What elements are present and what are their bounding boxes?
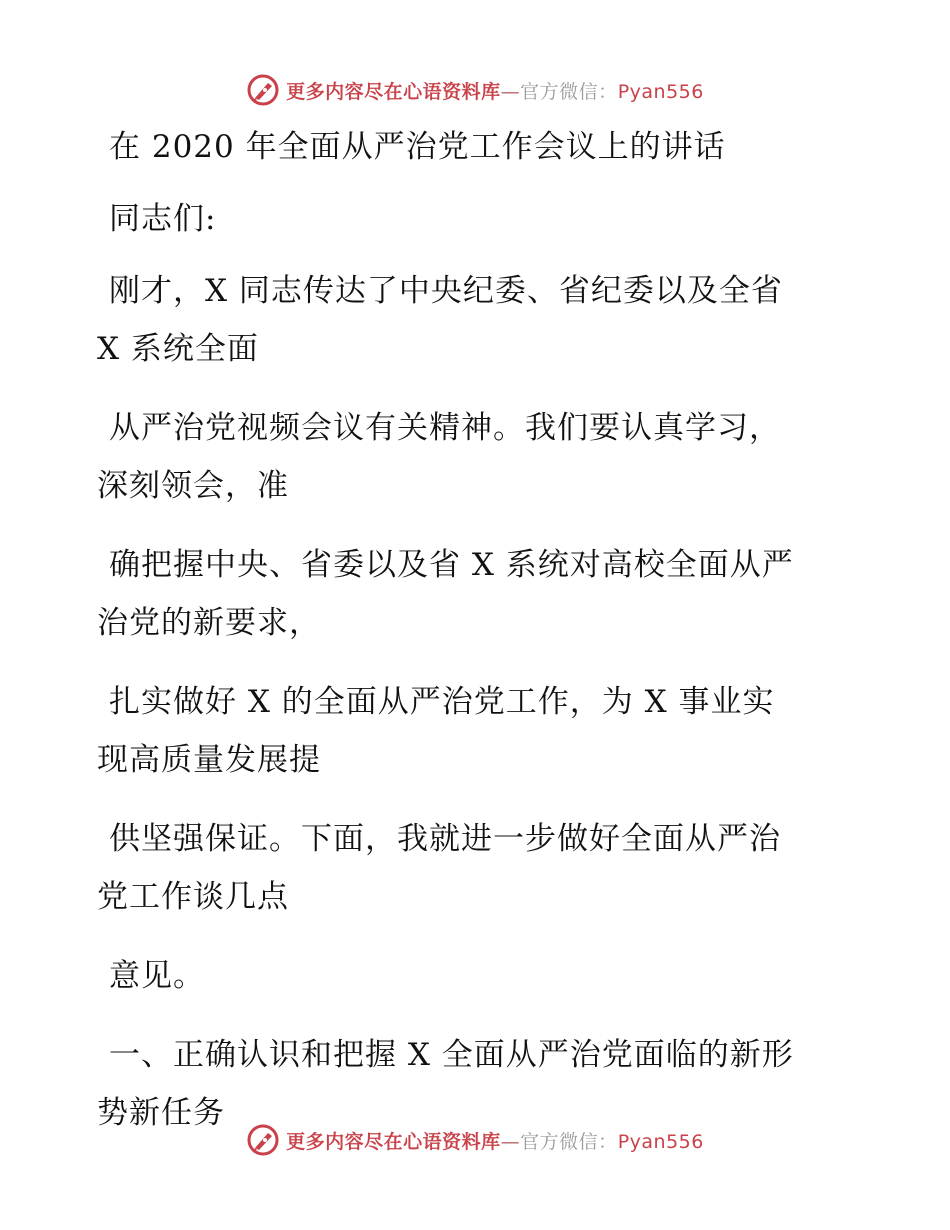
watermark-label: 官方微信： — [520, 1130, 618, 1153]
section-heading-cont: 势新任务 — [97, 1095, 225, 1131]
pen-logo-icon — [246, 1123, 280, 1157]
document-body — [97, 118, 857, 1142]
paragraph-line: X 系统全面 — [97, 331, 259, 367]
pen-logo-icon — [246, 73, 280, 107]
paragraph-line: 党工作谈几点 — [97, 879, 289, 915]
section-heading: 一、正确认识和把握 X 全面从严治党面临的新形 — [109, 1037, 794, 1073]
document-title: 在 2020 年全面从严治党工作会议上的讲话 — [109, 129, 726, 165]
paragraph-line: 深刻领会，准 — [97, 468, 289, 504]
paragraph-line: 从严治党视频会议有关精神。我们要认真学习， — [109, 410, 781, 446]
watermark-header — [0, 70, 950, 110]
paragraph-line: 供坚强保证。下面，我就进一步做好全面从严治 — [109, 821, 781, 857]
watermark-footer — [0, 1120, 950, 1160]
paragraph-line: 现高质量发展提 — [97, 742, 321, 778]
watermark-dash: — — [500, 1130, 521, 1153]
salutation: 同志们: — [109, 201, 217, 237]
paragraph-line: 刚才，X 同志传达了中央纪委、省纪委以及全省 — [109, 273, 783, 309]
watermark-prefix: 更多内容尽在心语资料库 — [286, 1130, 501, 1153]
watermark-dash: — — [500, 80, 521, 103]
paragraph-line: 确把握中央、省委以及省 X 系统对高校全面从严 — [109, 547, 794, 583]
paragraph-line: 治党的新要求， — [97, 605, 321, 641]
paragraph-line: 意见。 — [109, 958, 205, 994]
watermark-text — [286, 77, 704, 104]
watermark-account: Pyan556 — [617, 80, 704, 103]
watermark-text — [286, 1127, 704, 1154]
watermark-account: Pyan556 — [617, 1130, 704, 1153]
watermark-label: 官方微信： — [520, 80, 618, 103]
watermark-prefix: 更多内容尽在心语资料库 — [286, 80, 501, 103]
paragraph-line: 扎实做好 X 的全面从严治党工作，为 X 事业实 — [109, 684, 775, 720]
